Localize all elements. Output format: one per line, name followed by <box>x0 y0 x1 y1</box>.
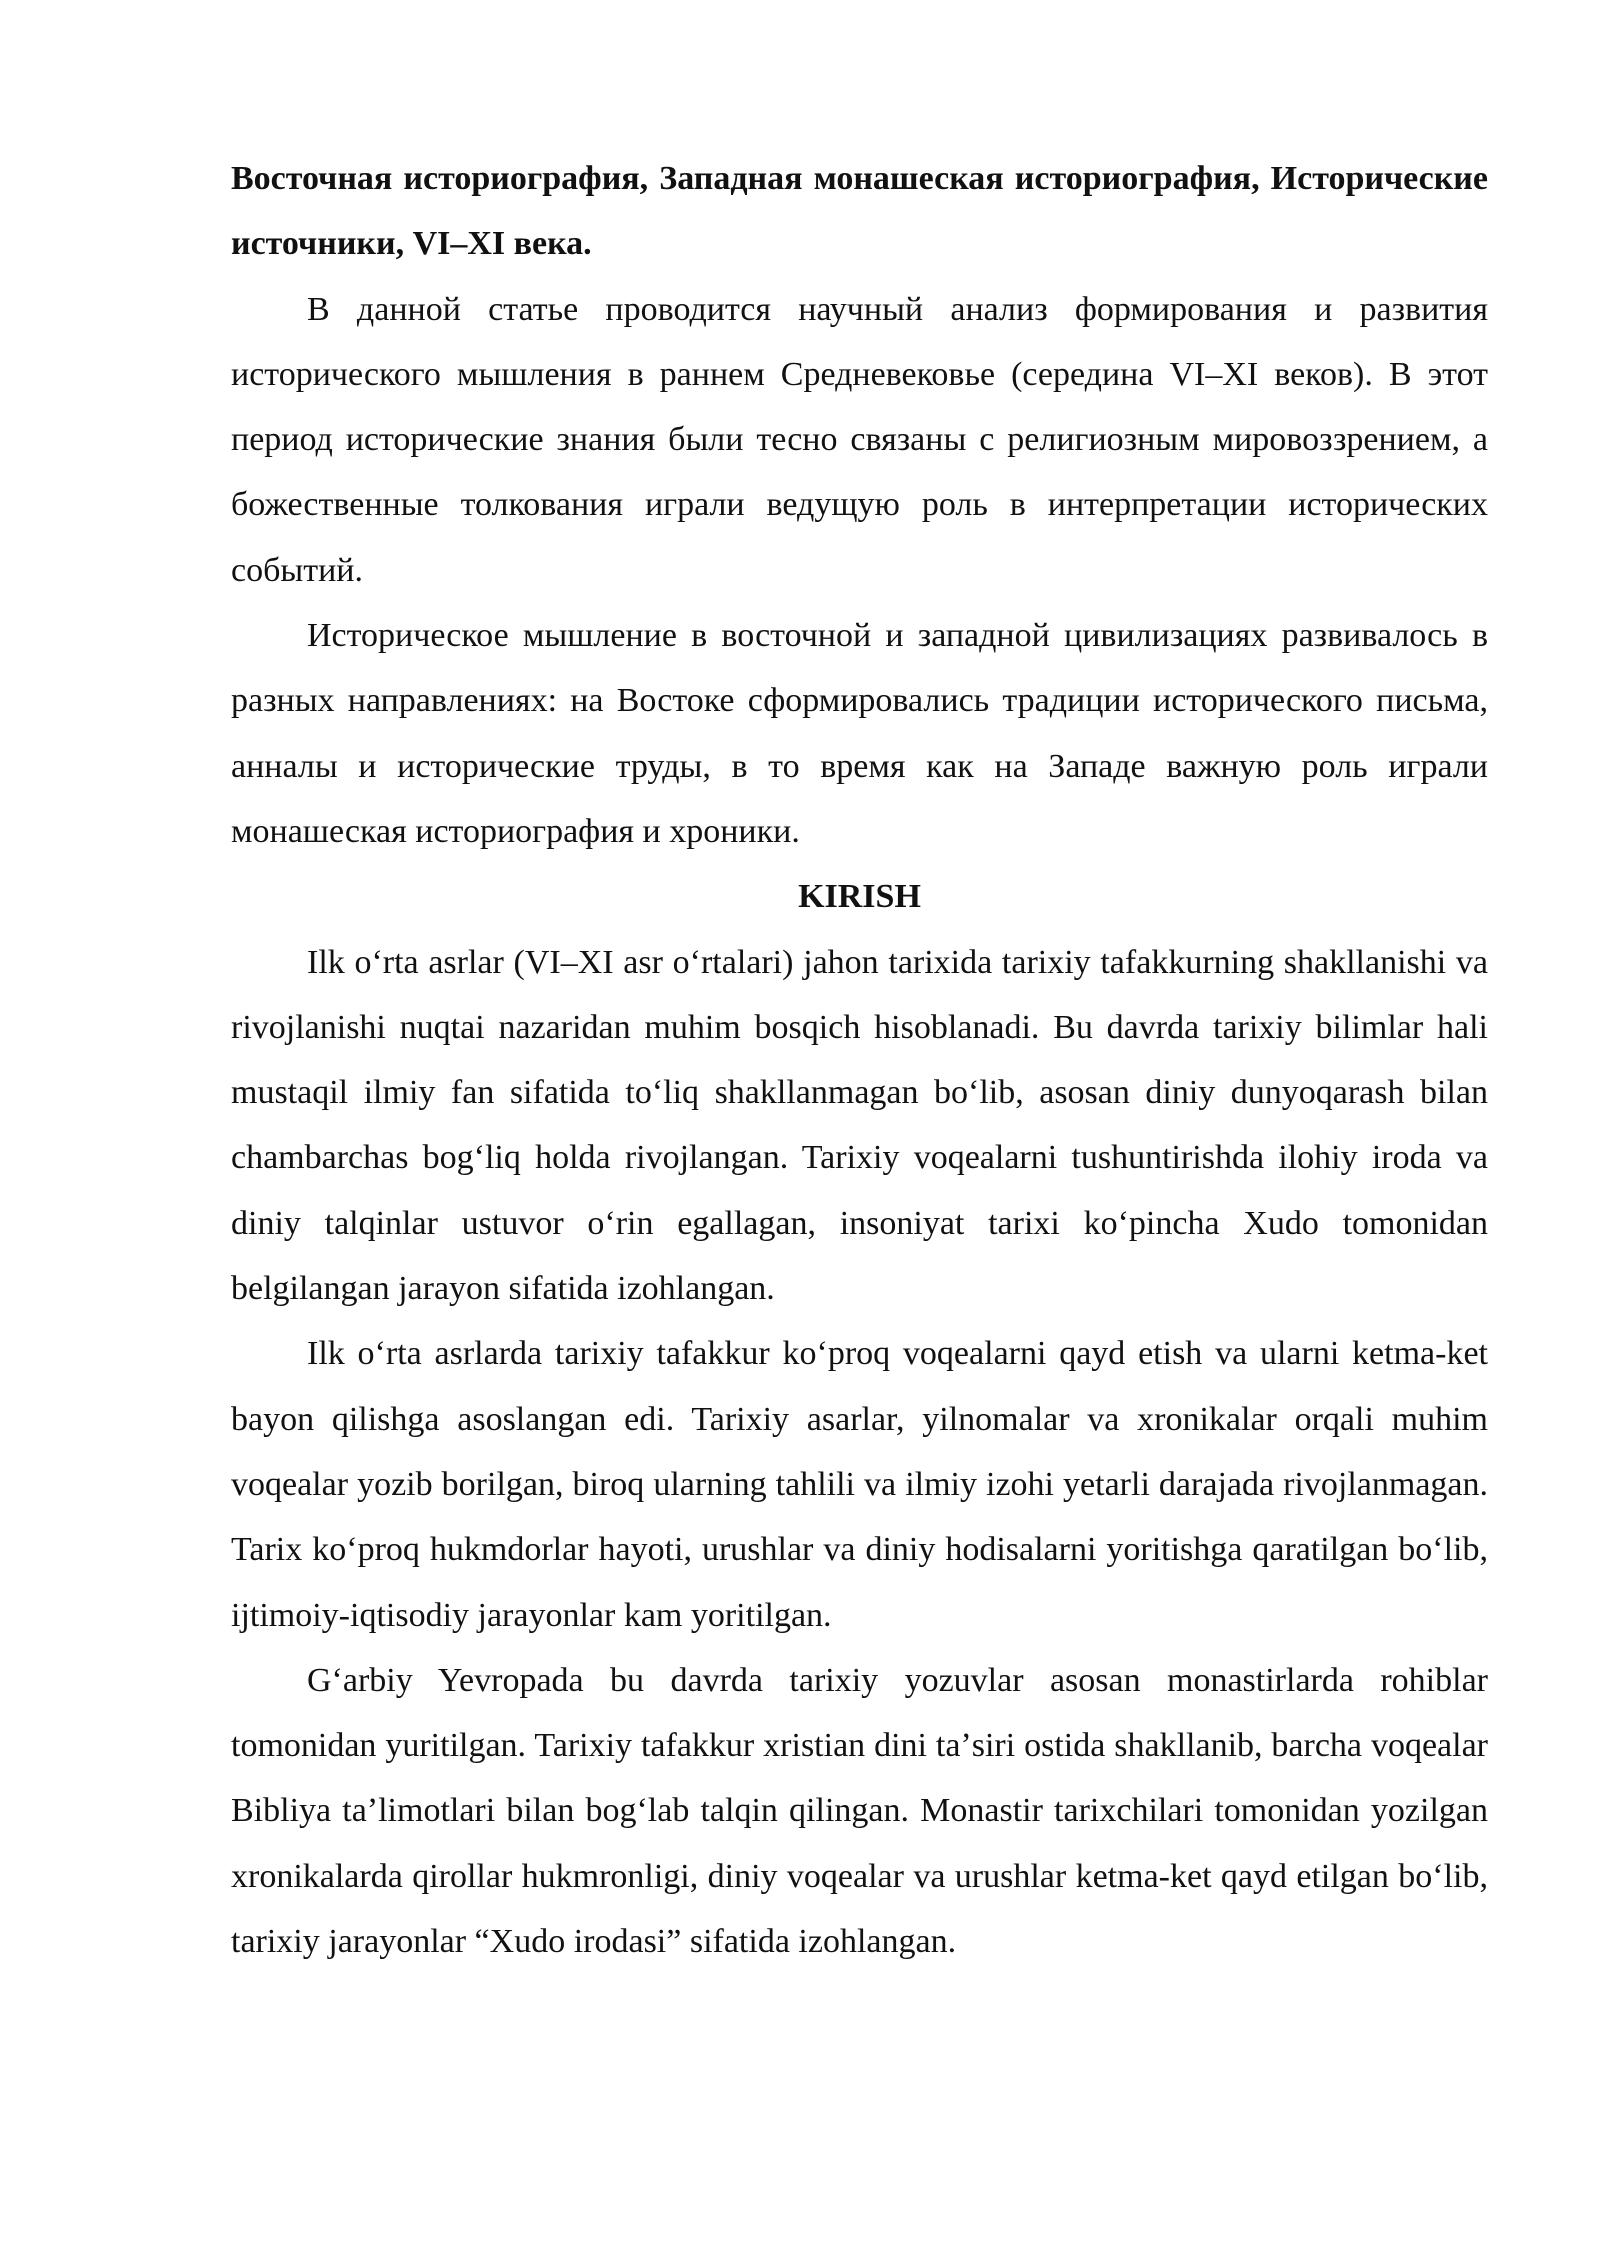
keywords-line: Восточная историография, Западная монашеская историография, Исторические источники, VI–XI века. <box>231 160 1488 263</box>
abstract-paragraph: Историческое мышление в восточной и западной цивилизациях развивалось в разных направлениях: на Востоке сформировались традиции исторического письма, анналы и исторические труды, в то время как на Западе важную роль играли монашеская историография и хроники. <box>231 617 1488 850</box>
section-heading: KIRISH <box>798 878 921 916</box>
document-page <box>231 146 1488 1974</box>
body-paragraph: Ilk oʻrta asrlarda tarixiy tafakkur koʻproq voqealarni qayd etish va ularni ketma-ket bayon qilishga asoslangan edi. Tarixiy asarlar, yilnomalar va xronikalar orqali muhim voqealar yozib borilgan, biroq ularning tahlili va ilmiy izohi yetarli darajada rivojlanmagan. Tarix koʻproq hukmdorlar hayoti, urushlar va diniy hodisalarni yoritishga qaratilgan boʻlib, ijtimoiy-iqtisodiy jarayonlar kam yoritilgan. <box>231 1335 1488 1634</box>
abstract-paragraph: В данной статье проводится научный анализ формирования и развития исторического мышления в раннем Средневековье (середина VI–XI веков). В этот период исторические знания были тесно связаны с религиозным мировоззрением, а божественные толкования играли ведущую роль в интерпретации исторических событий. <box>231 290 1488 589</box>
body-paragraph: Ilk oʻrta asrlar (VI–XI asr oʻrtalari) jahon tarixida tarixiy tafakkurning shakllanishi va rivojlanishi nuqtai nazaridan muhim bosqich hisoblanadi. Bu davrda tarixiy bilimlar hali mustaqil ilmiy fan sifatida toʻliq shakllanmagan boʻlib, asosan diniy dunyoqarash bilan chambarchas bogʻliq holda rivojlangan. Tarixiy voqealarni tushuntirishda ilohiy iroda va diniy talqinlar ustuvor oʻrin egallagan, insoniyat tarixi koʻpincha Xudo tomonidan belgilangan jarayon sifatida izohlangan. <box>231 943 1488 1308</box>
body-paragraph: Gʻarbiy Yevropada bu davrda tarixiy yozuvlar asosan monastirlarda rohiblar tomonidan yuritilgan. Tarixiy tafakkur xristian dini taʼsiri ostida shakllanib, barcha voqealar Bibliya taʼlimotlari bilan bogʻlab talqin qilingan. Monastir tarixchilari tomonidan yozilgan xronikalarda qirollar hukmronligi, diniy voqealar va urushlar ketma-ket qayd etilgan boʻlib, tarixiy jarayonlar “Xudo irodasi” sifatida izohlangan. <box>231 1661 1488 1961</box>
